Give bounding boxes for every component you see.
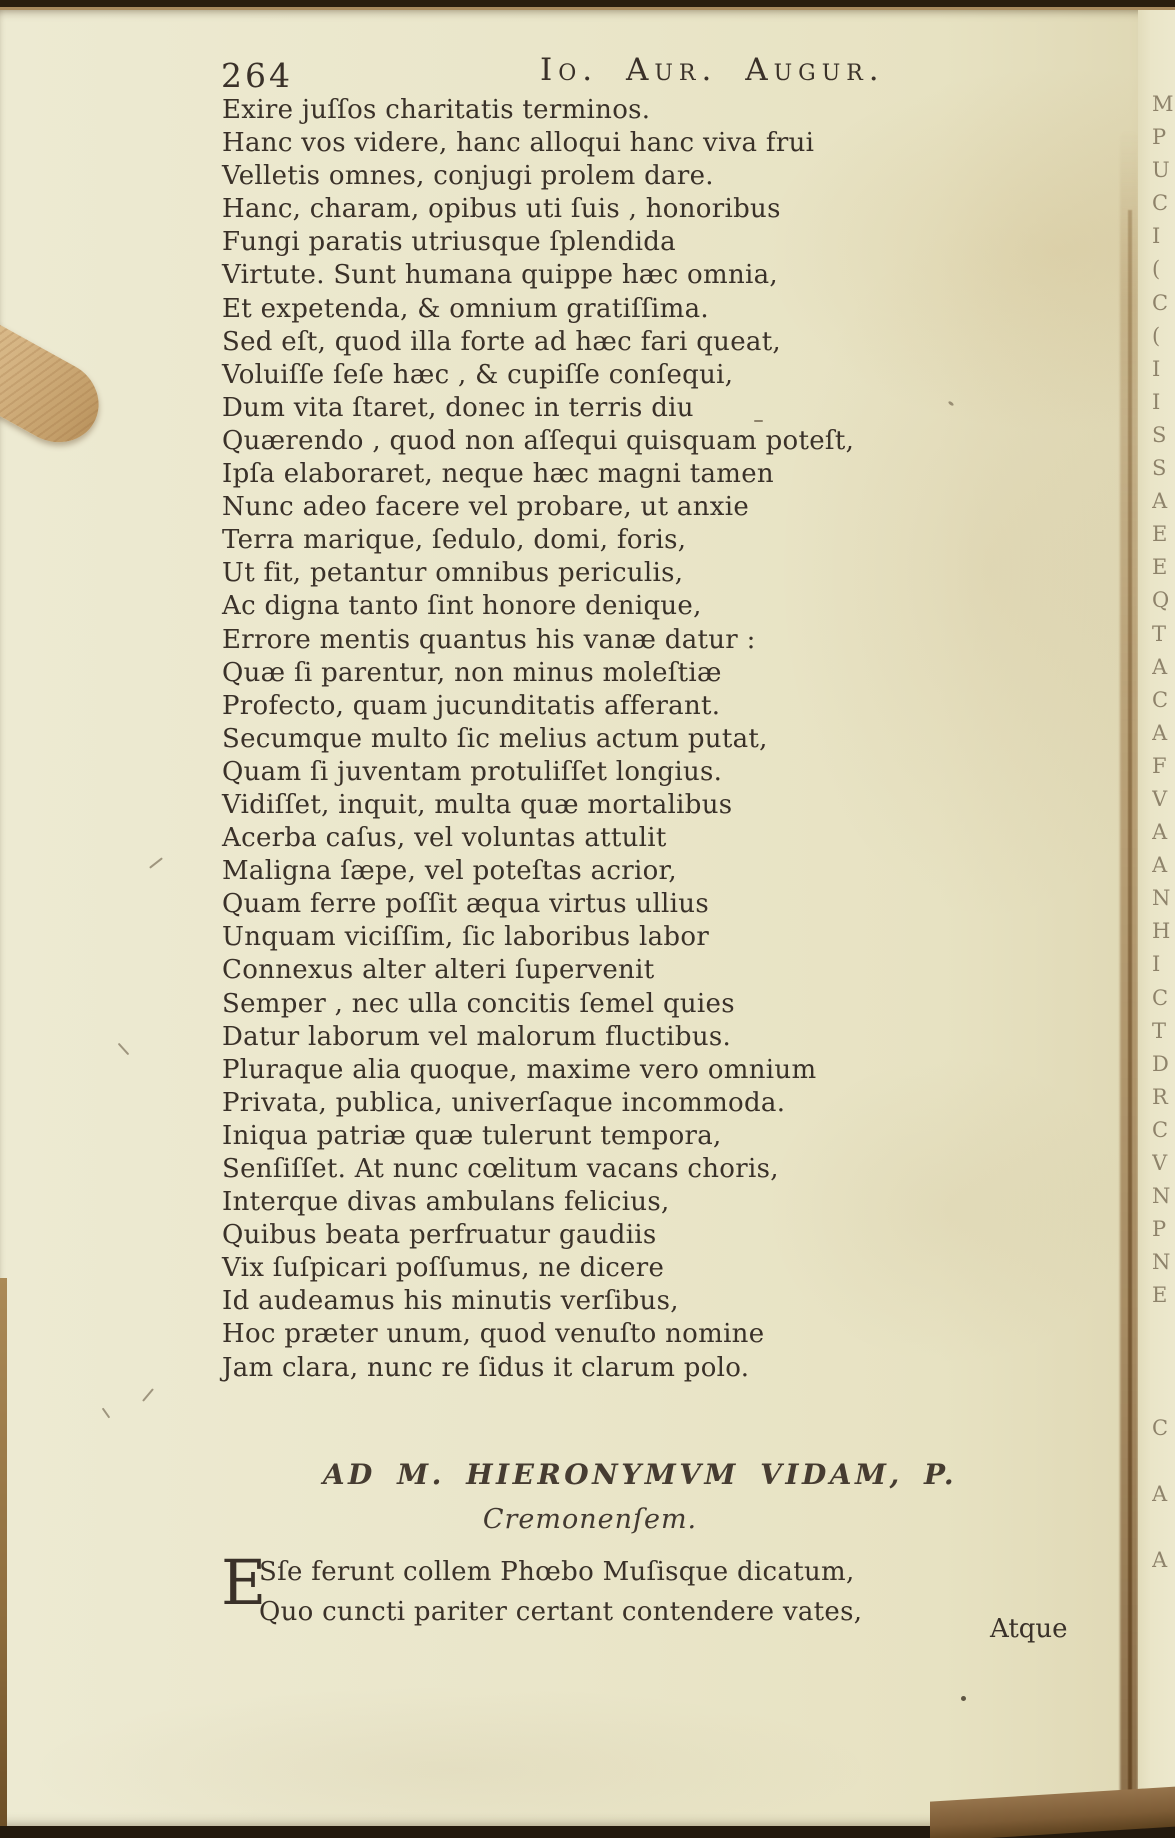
adjacent-page-text	[1152, 88, 1175, 1577]
adjacent-page-letter: T	[1152, 621, 1167, 646]
adjacent-page-letter	[1152, 1379, 1175, 1412]
adjacent-page-letter: V	[1152, 786, 1168, 811]
ink-speck	[961, 1696, 966, 1701]
adjacent-page-letter: S	[1152, 456, 1167, 481]
verse-line: Iniqua patriæ quæ tulerunt tempora,	[222, 1120, 722, 1151]
adjacent-page-letter: A	[1152, 820, 1168, 845]
adjacent-page-letter: E	[1152, 555, 1168, 580]
left-binding-edge	[0, 1278, 7, 1826]
poem-opening-lines	[259, 1553, 862, 1632]
verse-line: Quam ſi juventam protuliſſet longius.	[222, 756, 723, 787]
verse-line: Quibus beata perfruatur gaudiis	[222, 1220, 657, 1251]
adjacent-page-letter	[1152, 1511, 1175, 1544]
adjacent-page-letter: (	[1152, 257, 1161, 282]
adjacent-page-letter: C	[1152, 687, 1169, 712]
adjacent-page-letter: N	[1152, 1250, 1171, 1275]
adjacent-page-letter: A	[1152, 654, 1168, 679]
adjacent-page-letter: C	[1152, 1415, 1169, 1440]
verse-line: Ipſa elaboraret, neque hæc magni tamen	[222, 459, 774, 490]
verse-line: Profecto, quam jucunditatis afferant.	[222, 690, 721, 721]
adjacent-page-letter: A	[1152, 489, 1168, 514]
adjacent-page-letter	[1152, 1346, 1175, 1379]
verse-line: Hoc præter unum, quod venuſto nomine	[222, 1319, 765, 1350]
verse-line: Virtute. Sunt humana quippe hæc omnia,	[222, 260, 778, 291]
verse-line: Vix ſuſpicari poſſumus, ne dicere	[222, 1253, 665, 1284]
adjacent-page-letter: A	[1152, 1481, 1168, 1506]
adjacent-page-letter: C	[1152, 290, 1169, 315]
adjacent-page-letter: C	[1152, 985, 1169, 1010]
verse-line: Quærendo , quod non aſſequi quisquam poteſt,	[222, 425, 855, 456]
adjacent-page-letter: E	[1152, 522, 1168, 547]
adjacent-page-letter: N	[1152, 1184, 1171, 1209]
book-page	[0, 7, 1175, 1826]
verse-block	[222, 94, 1072, 1385]
verse-line: Hanc vos videre, hanc alloqui hanc viva frui	[222, 128, 815, 159]
adjacent-page-letter: V	[1152, 1151, 1168, 1175]
adjacent-page-letter: I	[1152, 224, 1161, 249]
verse-line: Exire juſſos charitatis terminos.	[222, 95, 651, 125]
verse-line: Voluiſſe ſeſe hæc , & cupiſſe conſequi,	[222, 359, 734, 390]
verse-line: Interque divas ambulans felicius,	[222, 1187, 670, 1218]
adjacent-page-strip	[1138, 10, 1175, 1826]
adjacent-page-letter: N	[1152, 886, 1171, 911]
verse-line: Semper , nec ulla concitis ſemel quies	[222, 988, 735, 1019]
adjacent-page-letter: I	[1152, 952, 1161, 977]
running-head: Io. Aur. Augur.	[540, 52, 885, 88]
adjacent-page-letter: I	[1152, 389, 1161, 414]
poem-line: Sſe ferunt collem Phœbo Muſisque dicatum,	[259, 1557, 855, 1587]
adjacent-page-letter: D	[1152, 1051, 1169, 1076]
adjacent-page-letter: H	[1152, 919, 1171, 944]
verse-line: Dum vita ſtaret, donec in terris diu	[222, 392, 694, 423]
adjacent-page-letter: E	[1152, 1283, 1168, 1308]
verse-line: Id audeamus his minutis verſibus,	[222, 1286, 679, 1317]
verse-line: Pluraque alia quoque, maxime vero omnium	[222, 1054, 817, 1085]
page-gutter-crease-line	[1128, 210, 1132, 1826]
verse-line: Errore mentis quantus his vanæ datur :	[222, 624, 756, 655]
verse-line: Nunc adeo facere vel probare, ut anxie	[222, 492, 750, 523]
verse-line: Velletis omnes, conjugi prolem dare.	[222, 161, 714, 192]
ink-speck	[754, 420, 763, 422]
verse-line: Secumque multo ſic melius actum putat,	[222, 723, 768, 754]
verse-line: Jam clara, nunc re ſidus it clarum polo.	[222, 1352, 750, 1383]
margin-mark	[118, 1043, 130, 1055]
adjacent-page-letter: P	[1152, 1217, 1167, 1242]
verse-line: Quæ ſi parentur, non minus moleſtiæ	[222, 657, 722, 688]
adjacent-page-letter: Q	[1152, 588, 1170, 613]
adjacent-page-letter	[1152, 1312, 1175, 1345]
margin-mark	[102, 1408, 111, 1419]
book-fore-edge	[930, 1786, 1175, 1838]
poem-line: Quo cuncti pariter certant contendere vates,	[259, 1596, 863, 1627]
adjacent-page-letter: R	[1152, 1084, 1168, 1109]
adjacent-page-letter: U	[1152, 158, 1170, 183]
verse-line: Ut fit, petantur omnibus periculis,	[222, 558, 684, 589]
verse-line: Unquam viciſſim, ſic laboribus labor	[222, 922, 710, 953]
margin-mark	[142, 1388, 154, 1402]
verse-line: Maligna ſæpe, vel poteſtas acrior,	[222, 856, 677, 887]
verse-line: Senſiſſet. At nunc cœlitum vacans choris,	[222, 1154, 779, 1184]
verse-line: Privata, publica, univerſaque incommoda.	[222, 1087, 786, 1118]
verse-line: Et expetenda, & omnium gratiſſima.	[222, 293, 709, 324]
adjacent-page-letter: S	[1152, 422, 1167, 447]
verse-line: Fungi paratis utriusque ſplendida	[222, 227, 676, 258]
adjacent-page-letter: A	[1152, 1548, 1168, 1573]
page-number: 264	[221, 56, 293, 95]
adjacent-page-letter: T	[1152, 1018, 1167, 1043]
margin-mark	[149, 857, 163, 868]
verse-line: Vidiſſet, inquit, multa quæ mortalibus	[222, 789, 733, 820]
adjacent-page-letter: C	[1152, 191, 1169, 216]
verse-line: Acerba caſus, vel voluntas attulit	[222, 823, 667, 854]
adjacent-page-letter: C	[1152, 1117, 1169, 1142]
wooden-bookmark	[0, 294, 113, 457]
adjacent-page-letter: P	[1152, 125, 1167, 150]
adjacent-page-letter	[1152, 1445, 1175, 1478]
adjacent-page-letter: (	[1152, 323, 1161, 348]
verse-line: Connexus alter alteri ſupervenit	[222, 955, 655, 986]
verse-line: Quam ferre poſſit æqua virtus ullius	[222, 889, 709, 920]
adjacent-page-letter: A	[1152, 853, 1168, 878]
adjacent-page-letter: I	[1152, 356, 1161, 381]
dedication-heading: AD M. HIERONYMVM VIDAM, P.	[322, 1458, 958, 1491]
adjacent-page-letter: M	[1152, 92, 1174, 116]
verse-line: Hanc, charam, opibus uti ſuis , honoribus	[222, 194, 781, 225]
adjacent-page-letter: F	[1152, 753, 1167, 778]
catchword: Atque	[990, 1614, 1068, 1644]
verse-line: Ac digna tanto ſint honore denique,	[222, 591, 702, 622]
drop-cap-initial: E	[221, 1546, 267, 1619]
adjacent-page-letter: A	[1152, 720, 1168, 745]
dedication-subtitle: Cremonenſem.	[482, 1504, 698, 1535]
verse-line: Datur laborum vel malorum fluctibus.	[222, 1021, 732, 1052]
verse-line: Terra marique, ſedulo, domi, foris,	[222, 525, 687, 556]
verse-line: Sed eſt, quod illa forte ad hæc fari queat,	[222, 326, 782, 357]
